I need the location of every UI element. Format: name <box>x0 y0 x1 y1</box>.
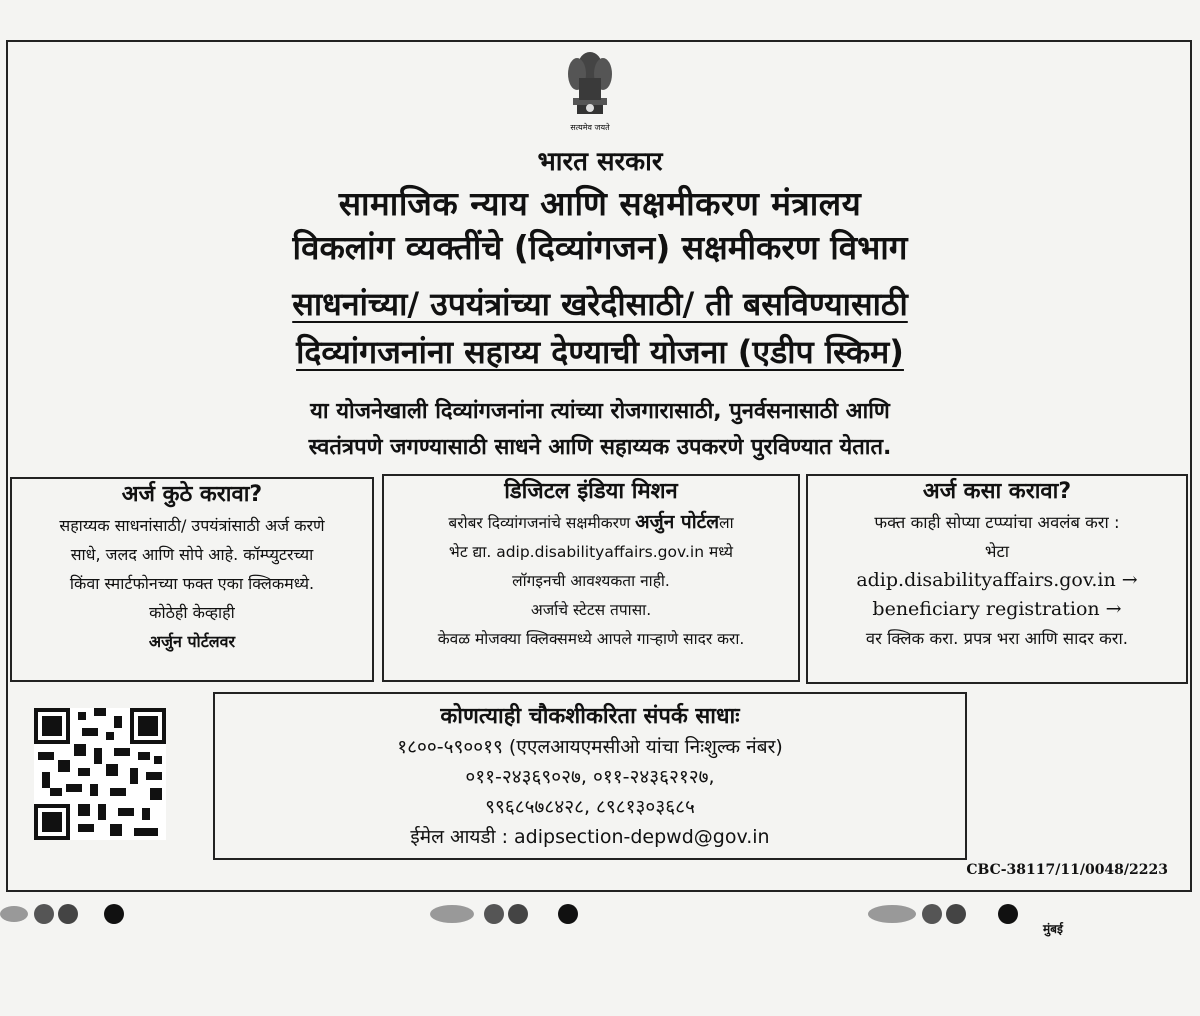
where-line-1: सहाय्यक साधनांसाठी/ उपयंत्रांसाठी अर्ज करणे <box>59 516 325 535</box>
digital-line-1: बरोबर दिव्यांगजनांचे सक्षमीकरण अर्जुन पोर्टलला <box>448 511 734 533</box>
where-to-apply-title: अर्ज कुठे करावा? <box>121 482 263 507</box>
intro-line1: या योजनेखाली दिव्यांगजनांना त्यांच्या रोजगारासाठी, पुनर्वसनासाठी आणि <box>310 399 890 424</box>
city-label: मुंबई <box>1043 922 1063 936</box>
how-line-3: adip.disabilityaffairs.gov.in → <box>856 569 1138 591</box>
digital-line-4: अर्जाचे स्टेटस तपासा. <box>530 601 652 619</box>
contact-title: कोणत्याही चौकशीकरिता संपर्क साधाः <box>440 704 740 729</box>
arjun-portal-label: अर्जुन पोर्टलवर <box>148 632 236 651</box>
where-line-2: साधे, जलद आणि सोपे आहे. कॉम्प्युटरच्या <box>70 545 314 564</box>
registration-dots-icon <box>866 900 1026 928</box>
phone-numbers-1: ०११-२४३६९०२७, ०११-२४३६२१२७, <box>465 766 715 788</box>
registration-dots-icon <box>428 900 588 928</box>
how-line-1: फक्त काही सोप्या टप्प्यांचा अवलंब करा : <box>874 513 1120 532</box>
digital-line-5: केवळ मोजक्या क्लिक्समध्ये आपले गाऱ्हाणे सादर करा. <box>437 630 745 648</box>
where-line-4: कोठेही केव्हाही <box>149 603 235 622</box>
arjun-portal-link: अर्जुन पोर्टल <box>635 511 720 533</box>
where-line-3: किंवा स्मार्टफोनच्या फक्त एका क्लिकमध्ये. <box>69 574 315 593</box>
government-title: भारत सरकार <box>537 147 663 177</box>
how-line-5: वर क्लिक करा. प्रपत्र भरा आणि सादर करा. <box>865 629 1129 648</box>
toll-free-number: १८००-५९००१९ (एएलआयएमसीओ यांचा निःशुल्क नंबर) <box>397 736 783 758</box>
digital-line-2: भेट द्या. adip.disabilityaffairs.gov.in मध्ये <box>448 543 734 561</box>
contact-box <box>213 692 967 860</box>
registration-dots-icon <box>0 900 130 928</box>
digital-india-title: डिजिटल इंडिया मिशन <box>504 479 678 504</box>
cbc-code: CBC-38117/11/0048/2223 <box>966 862 1168 878</box>
ministry-title: सामाजिक न्याय आणि सक्षमीकरण मंत्रालय <box>338 184 862 223</box>
emblem-motto: सत्यमेव जयते <box>570 123 610 132</box>
digital-india-box <box>382 474 800 682</box>
how-line-2: भेटा <box>984 542 1010 561</box>
how-to-apply-box <box>806 474 1188 684</box>
how-to-apply-title: अर्ज कसा करावा? <box>922 479 1072 504</box>
qr-code <box>34 708 166 840</box>
how-line-4: beneficiary registration → <box>872 598 1122 620</box>
state-emblem-icon <box>555 44 625 134</box>
scheme-title-line1: साधनांच्या/ उपयंत्रांच्या खरेदीसाठी/ ती बसविण्यासाठी <box>292 285 908 323</box>
email-id: ईमेल आयडी : adipsection-depwd@gov.in <box>410 826 770 848</box>
department-title: विकलांग व्यक्तींचे (दिव्यांगजन) सक्षमीकरण विभाग <box>292 228 908 267</box>
where-to-apply-box <box>10 477 374 682</box>
digital-line-3: लॉगइनची आवश्यकता नाही. <box>512 572 670 590</box>
phone-numbers-2: ९९६८५७८४२८, ८९८१३०३६८५ <box>485 796 695 818</box>
scheme-title-line2: दिव्यांगजनांना सहाय्य देण्याची योजना (एडीप स्किम) <box>296 333 904 371</box>
intro-line2: स्वतंत्रपणे जगण्यासाठी साधने आणि सहाय्यक उपकरणे पुरविण्यात येतात. <box>308 435 892 460</box>
